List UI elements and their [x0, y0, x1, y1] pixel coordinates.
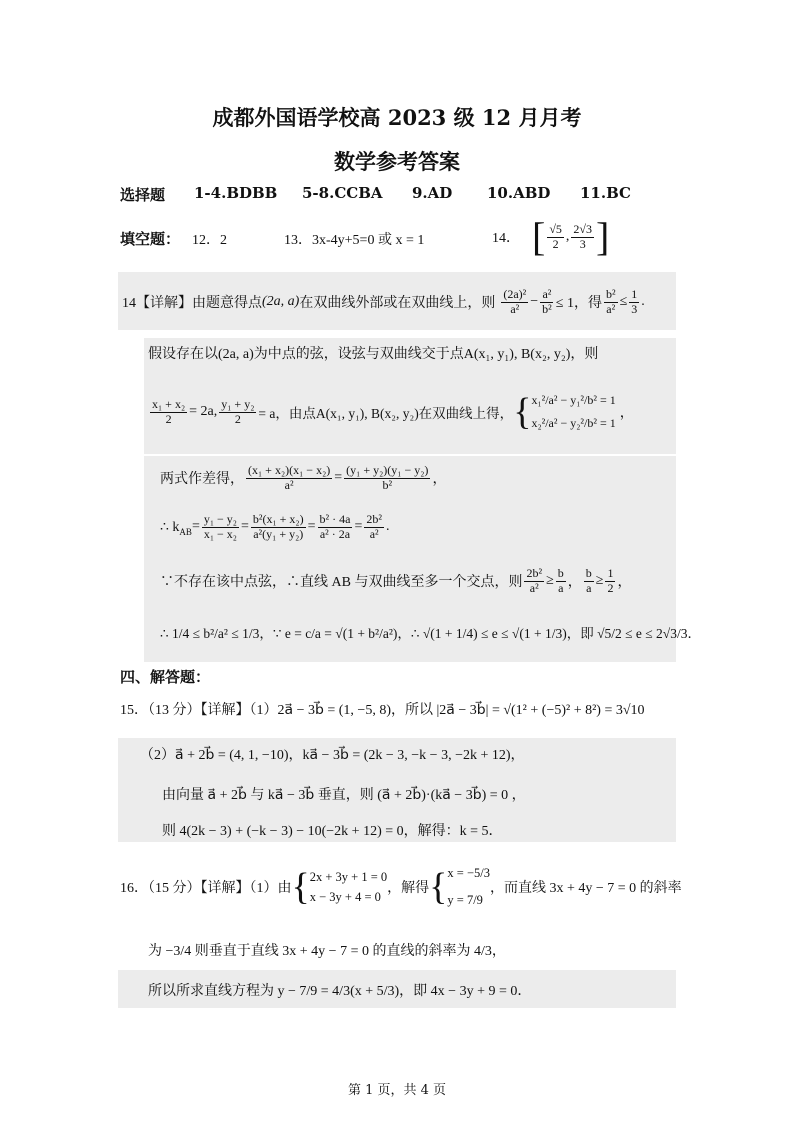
- s14-l5-num-2: b²(x₁ + x₂): [252, 511, 304, 526]
- solution-14-line-4: 两式作差得， $\frac{\text{(x₁ + x₂)(x₁ − x₂)}}{\text{a²}}$ = $\frac{\text{(y₁ + y₂)(y₁ − y₂)}}{\text{b²}}$ ，: [160, 462, 447, 492]
- choice-label: 选择题: [120, 186, 166, 204]
- s14-l5-num-3: b² · 4a: [319, 511, 351, 526]
- s14-l4-den-1: a²: [284, 477, 294, 492]
- left-bracket-icon: [: [532, 214, 546, 259]
- fill-answer-13: 13．3x-4y+5=0 或 x = 1: [284, 233, 425, 248]
- fill-14-number: 14．: [492, 231, 520, 246]
- s14-l3-text-c: = 2a,: [189, 404, 218, 419]
- fill-14-left-num: √5: [549, 221, 562, 236]
- s14-l5-num-4: 2b²: [366, 511, 382, 526]
- fill-14-right-num: 2√3: [573, 221, 593, 236]
- q16-text-c: ，而直线 3x + 4y − 7 = 0 的斜率: [489, 881, 682, 896]
- choice-answer-5: 11.BC: [580, 184, 631, 202]
- s14-l6-text-a: ∵不存在该中点弦，∴直线 AB 与双曲线至多一个交点，则: [160, 575, 523, 590]
- solution-14-line-3: $\frac{\text{x₁ + x₂}}{2}$ = 2a, $\frac{\text{y₁ + y₂}}{2}$ = a，由点A(x₁, y₁), B(x₂, y₂)在双曲线上得， { x₁²/a² − y₁²/b² = 1 x₂²/a² − y₂²/b² = 1 ，: [152, 391, 634, 433]
- s14-frac-den-1: a²: [510, 301, 520, 316]
- s14-frac-num-3: b²: [605, 286, 616, 301]
- s14-frac-den-4: 3: [631, 301, 638, 316]
- q15-line-4: 则 4(2k − 3) + (−k − 3) − 10(−2k + 12) = 0，解得：k = 5．: [162, 824, 503, 839]
- s14-l5-num-1: y₁ − y₂: [203, 511, 237, 526]
- s14-frac-num-1: (2a)²: [503, 286, 527, 301]
- s14-l5-text-a: ∴ k: [160, 519, 180, 535]
- solution-14-line-5: ∴ k $_{AB}$ = $\frac{\text{y₁ − y₂}}{\text{x₁ − x₂}}$ = $\frac{\text{b²(x₁ + x₂)}}{\text{a²(y₁ + y₂)}}$ = $\frac{\text{b² · 4a}}{\text{a² · 2a}}$ = $\frac{\text{2b²}}{\text{a²}}$ .: [160, 511, 390, 541]
- s14-l4-num-1: (x₁ + x₂)(x₁ − x₂): [248, 462, 331, 477]
- q16-text-b: ，解得: [387, 881, 430, 896]
- s14-l6-comma: ，: [567, 575, 582, 590]
- q16-system-2-eq-1: x = −5/3: [447, 865, 490, 880]
- q16-line-3: 所以所求直线方程为 y − 7/9 = 4/3(x + 5/3)，即 4x − 3y + 9 = 0．: [148, 984, 532, 999]
- choice-answer-2: 5-8.CCBA: [302, 184, 383, 202]
- solution-14-line-6: ∵不存在该中点弦，∴直线 AB 与双曲线至多一个交点，则 $\frac{\text{2b²}}{\text{a²}}$ ≥ $\frac{b}{a}$ ， $\frac{b}{a}$ ≥ $\frac{1}{2}$ ，: [160, 565, 632, 595]
- s14-l4-den-2: b²: [382, 477, 393, 492]
- solution-14-line-1: 14【详解】由题意得点 (2a, a) 在双曲线外部或在双曲线上，则 $\frac{\text{(2a)²}}{\text{a²}}$ − $\frac{\text{a²}}{\text{b²}}$ ≤ 1，得 $\frac{\text{b²}}{\text{a²}}$ ≤ $\frac{1}{3}$ .: [122, 286, 645, 316]
- q15-line-2: （2）a⃗ + 2b⃗ = (4, 1, −10)，ka⃗ − 3b⃗ = (2k − 3, −k − 3, −2k + 12)，: [140, 748, 525, 763]
- s14-l5-den-2: a²(y₁ + y₂): [253, 526, 304, 541]
- solution-14-line-7: ∴ 1/4 ≤ b²/a² ≤ 1/3，∵ e = c/a = √(1 + b²/a²)，∴ √(1 + 1/4) ≤ e ≤ √(1 + 1/3)，即 √5/2 ≤ e ≤ 2√3/3．: [160, 626, 701, 641]
- fill-label: 填空题：: [120, 230, 181, 248]
- q15-line-3: 由向量 a⃗ + 2b⃗ 与 ka⃗ − 3b⃗ 垂直，则 (a⃗ + 2b⃗)·(ka⃗ − 3b⃗) = 0 ，: [162, 788, 526, 803]
- q16-line-2: 为 −3/4 则垂直于直线 3x + 4y − 7 = 0 的直线的斜率为 4/3，: [148, 944, 506, 959]
- s14-l3-num-1: x₁ + x₂: [152, 396, 186, 411]
- choice-answer-3: 9.AD: [412, 184, 453, 202]
- s14-frac-den-2: b²: [542, 301, 552, 316]
- s14-l3-text-f: = a，由点A(x₁, y₁), B(x₂, y₂)在双曲线上得，: [258, 406, 514, 421]
- left-brace-icon: {: [513, 391, 532, 433]
- s14-frac-num-2: a²: [542, 286, 552, 301]
- choice-answer-1: 1-4.BDBB: [194, 184, 278, 202]
- q16-system-1-eq-2: x − 3y + 4 = 0: [309, 890, 381, 904]
- left-brace-icon: {: [291, 866, 310, 908]
- solution-14-line-2: 假设存在以(2a, a)为中点的弦，设弦与双曲线交于点A(x₁, y₁), B(x₂, y₂)，则: [148, 347, 599, 362]
- s14-text-h: ≤ 1，得: [555, 296, 602, 311]
- s14-l6-geq-2: ≥: [595, 573, 604, 588]
- s14-text-a: 14【详解】由题意得点: [122, 296, 262, 311]
- s14-l6-den-1: a²: [529, 580, 539, 595]
- fill-14-left-den: 2: [552, 236, 559, 251]
- s14-l6-den-4: 2: [607, 580, 614, 595]
- s14-l5-den-4: a²: [369, 526, 379, 541]
- s14-text-b: (2a, a): [262, 294, 300, 309]
- s14-l3-num-2: y₁ + y₂: [221, 396, 255, 411]
- s14-l3-den-1: 2: [165, 411, 172, 426]
- s14-l4-num-2: (y₁ + y₂)(y₁ − y₂): [346, 462, 429, 477]
- fill-answer-12: 12．2: [192, 233, 227, 248]
- s14-system-eq-2: x₂²/a² − y₂²/b² = 1: [531, 416, 616, 430]
- fill-answer-14: 14． [ $\frac{√5}{2}$ , $\frac{2√3}{3}$ ]: [492, 214, 610, 259]
- q16-system-2-eq-2: y = 7/9: [447, 893, 483, 907]
- left-brace-icon: {: [429, 866, 448, 908]
- s14-frac-num-4: 1: [631, 286, 638, 301]
- page-title: 成都外国语学校高 2023 级 12 月月考: [212, 105, 582, 130]
- page-subtitle: 数学参考答案: [334, 149, 460, 174]
- q16-line-1: [120, 855, 682, 919]
- s14-l5-den-1: x₁ − x₂: [203, 526, 237, 541]
- s14-l3-den-2: 2: [234, 411, 241, 426]
- s14-l6-den-3: a: [586, 580, 592, 595]
- s14-l5-den-3: a² · 2a: [319, 526, 351, 541]
- q16-system-1-eq-1: 2x + 3y + 1 = 0: [309, 870, 388, 884]
- s14-l5-sub: AB: [179, 527, 192, 537]
- s14-l6-num-1: 2b²: [526, 565, 543, 580]
- s14-l6-num-3: b: [585, 565, 592, 580]
- s14-l6-geq-1: ≥: [546, 573, 554, 588]
- s14-l6-num-4: 1: [607, 565, 614, 580]
- page-footer: 第 1 页，共 4 页: [347, 1083, 447, 1098]
- fill-14-right-den: 3: [579, 236, 586, 251]
- choice-answer-4: 10.ABD: [487, 184, 551, 202]
- s14-frac-den-3: a²: [606, 301, 616, 316]
- q15-line-1: 15．（13 分）【详解】（1）2a⃗ − 3b⃗ = (1, −5, 8)，所以 |2a⃗ − 3b⃗| = √(1² + (−5)² + 8²) = 3√10: [120, 703, 645, 718]
- right-bracket-icon: ]: [596, 214, 610, 259]
- s14-text-k: ≤: [619, 294, 628, 309]
- s14-l4-text-a: 两式作差得，: [160, 472, 244, 487]
- s14-text-c: 在双曲线外部或在双曲线上，则: [299, 296, 496, 311]
- part-four-heading: 四、解答题：: [120, 668, 211, 686]
- q16-text-a: 16．（15 分）【详解】（1）由: [120, 881, 292, 896]
- s14-l6-num-2: b: [557, 565, 564, 580]
- s14-system-eq-1: x₁²/a² − y₁²/b² = 1: [531, 393, 616, 408]
- s14-l6-den-2: a: [558, 580, 564, 595]
